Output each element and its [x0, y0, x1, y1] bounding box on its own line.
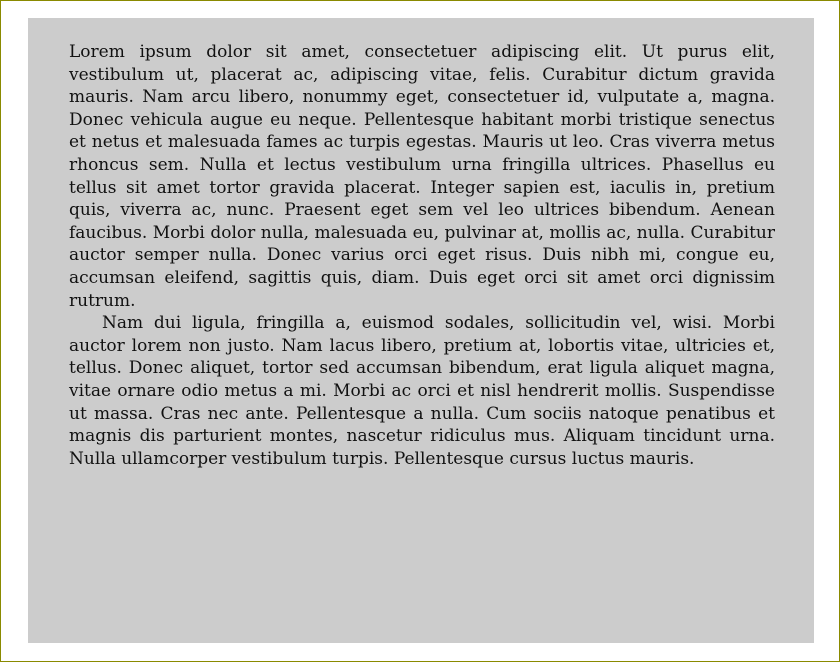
shaded-text-box — [28, 18, 814, 643]
text-block — [69, 41, 775, 470]
paragraph-2: Nam dui ligula, fringilla a, euismod sodales, sollicitudin vel, wisi. Morbi auctor lorem non justo. Nam lacus libero, pretium at, lobortis vitae, ultricies et, tellus. Donec aliquet, tortor sed accumsan bibendum, erat ligula aliquet magna, vitae ornare odio metus a mi. Morbi ac orci et nisl hendrerit mollis. Suspendisse ut massa. Cras nec ante. Pellentesque a nulla. Cum sociis natoque penatibus et magnis dis parturient montes, nascetur ridiculus mus. Aliquam tincidunt urna. Nulla ullamcorper vestibulum turpis. Pellentesque cursus luctus mauris. — [69, 313, 775, 469]
paragraph-1: Lorem ipsum dolor sit amet, consectetuer adipiscing elit. Ut purus elit, vestibulum ut, placerat ac, adipiscing vitae, felis. Curabitur dictum gravida mauris. Nam arcu libero, nonummy eget, consectetuer id, vulputate a, magna. Donec vehicula augue eu neque. Pellentesque habitant morbi tristique senectus et netus et malesuada fames ac turpis egestas. Mauris ut leo. Cras viverra metus rhoncus sem. Nulla et lectus vestibulum urna fringilla ultrices. Phasellus eu tellus sit amet tortor gravida placerat. Integer sapien est, iaculis in, pretium quis, viverra ac, nunc. Praesent eget sem vel leo ultrices bibendum. Aenean faucibus. Morbi dolor nulla, malesuada eu, pulvinar at, mollis ac, nulla. Curabitur auctor semper nulla. Donec varius orci eget risus. Duis nibh mi, congue eu, accumsan eleifend, sagittis quis, diam. Duis eget orci sit amet orci dignissim rutrum. — [69, 42, 775, 311]
